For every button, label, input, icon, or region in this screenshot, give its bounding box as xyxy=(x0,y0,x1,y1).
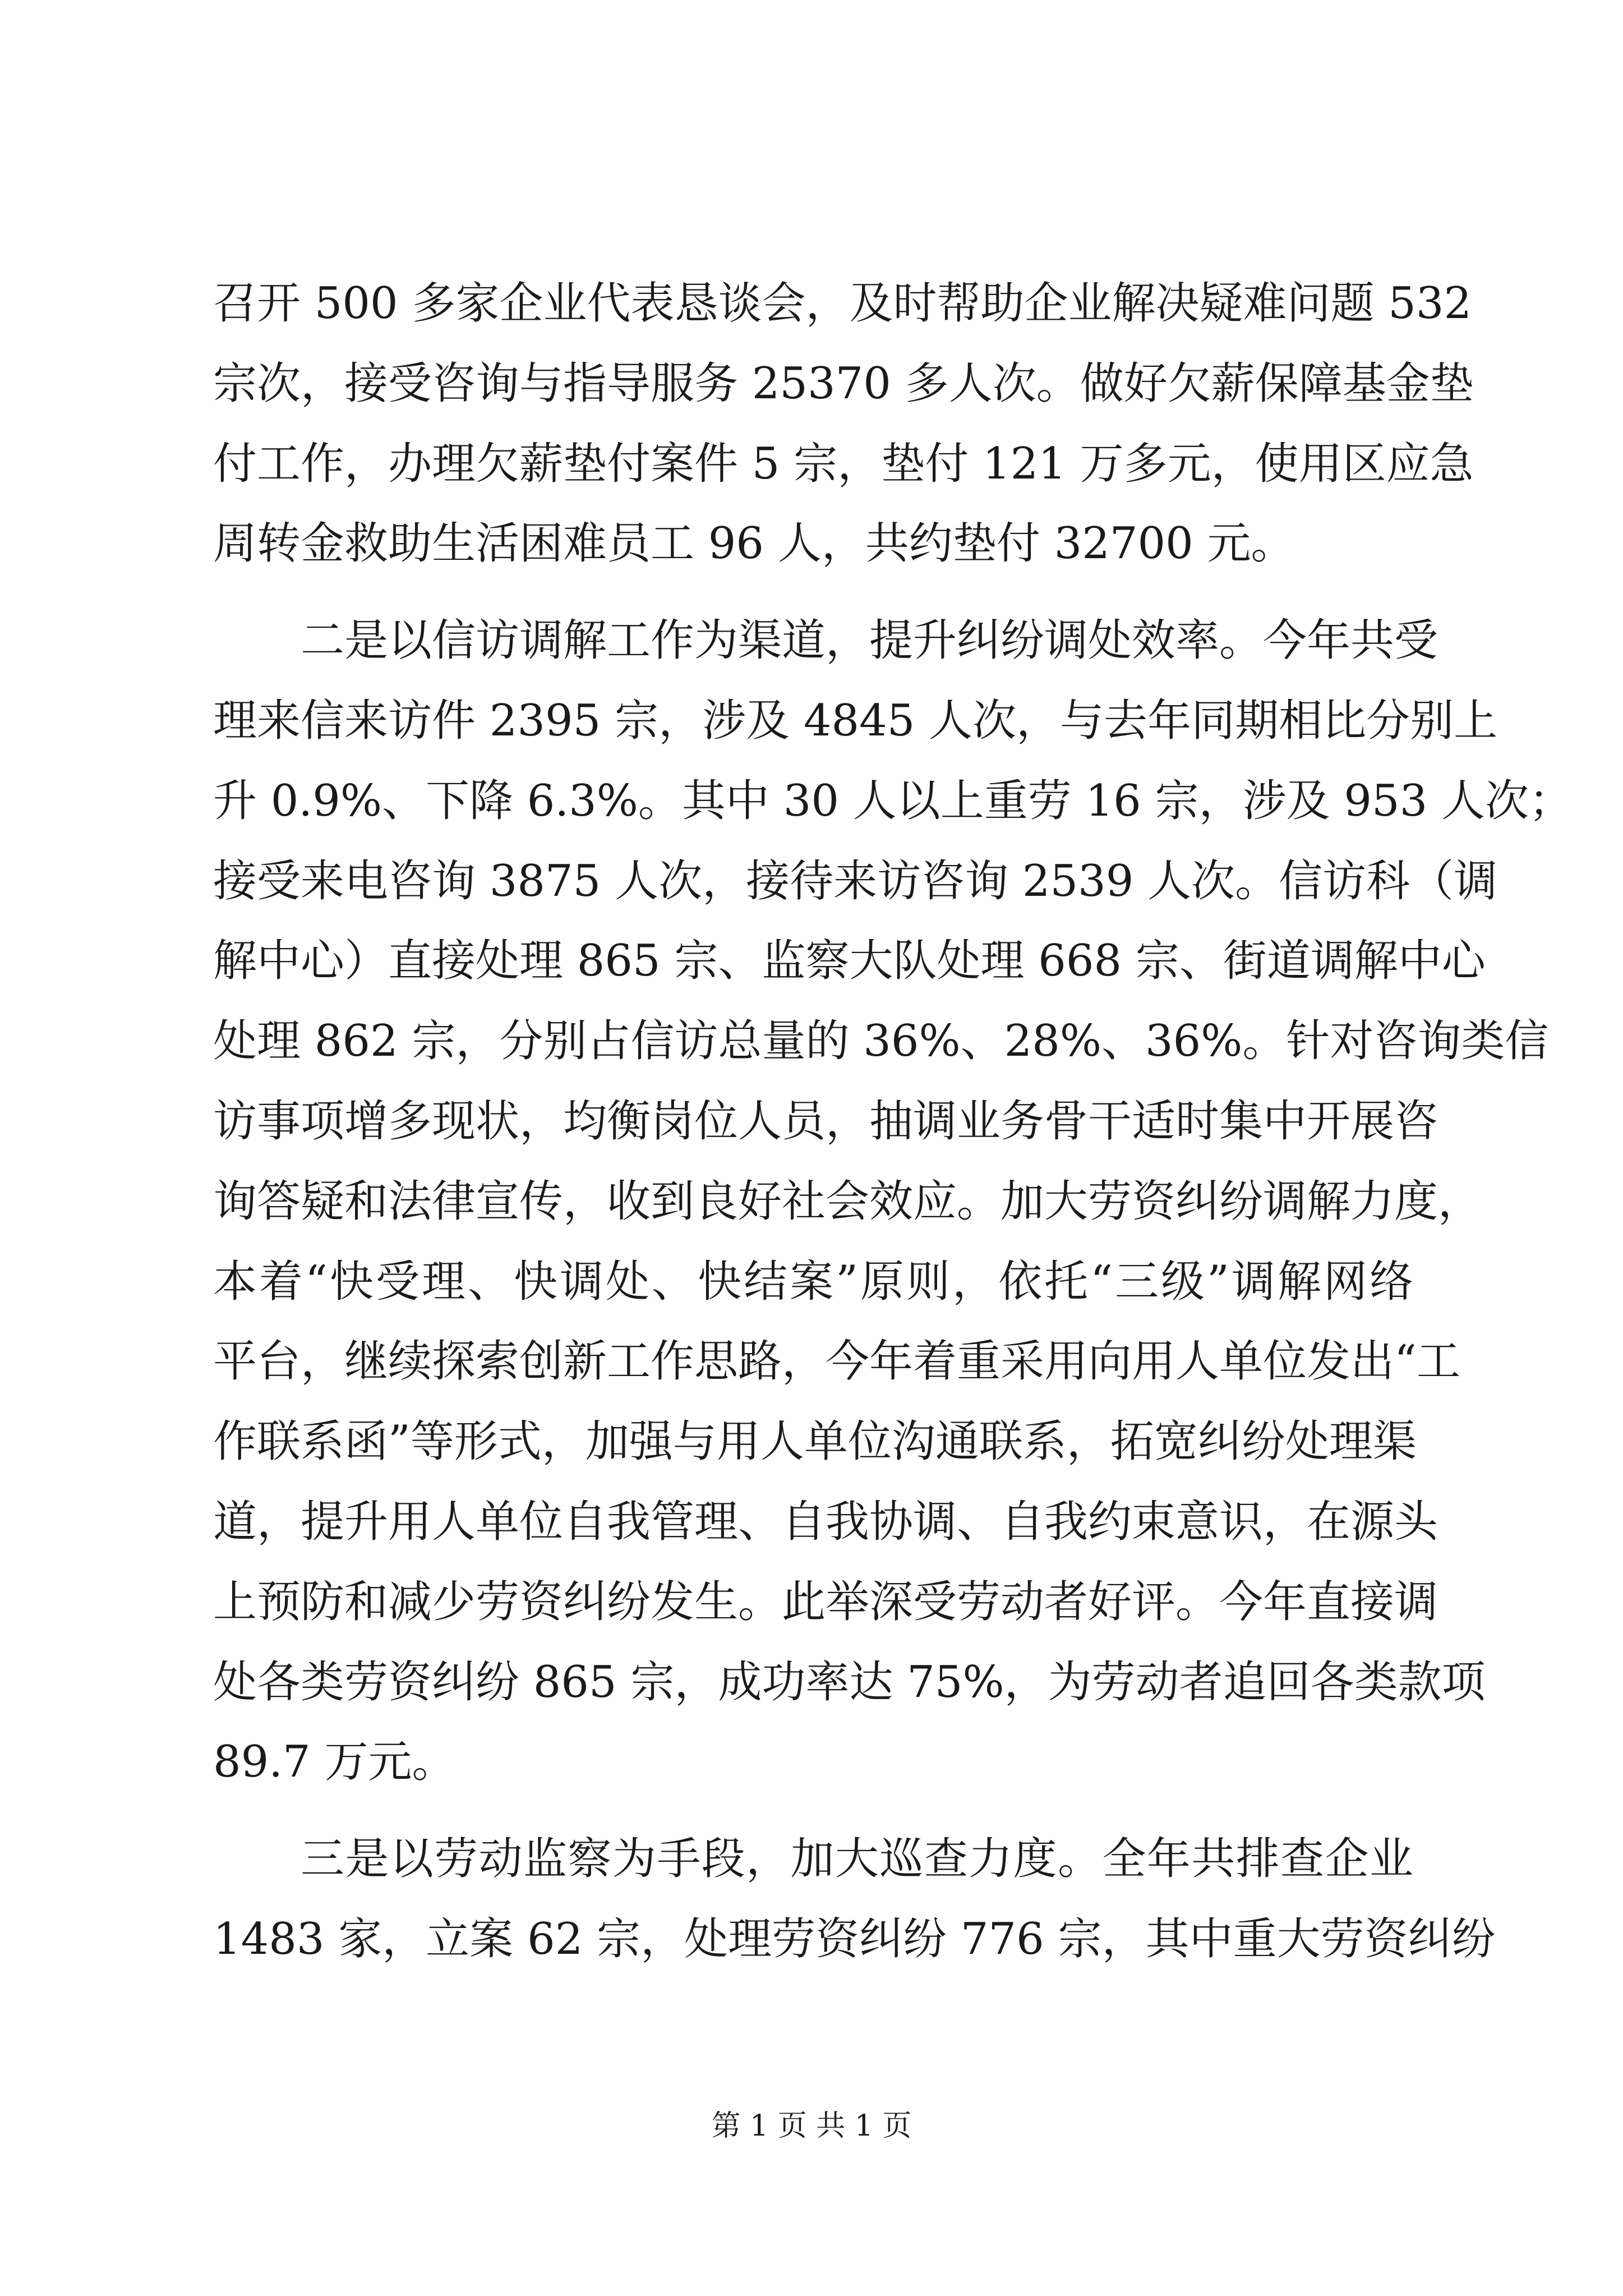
text-line: 周转金救助生活困难员工 96 人，共约垫付 32700 元。 xyxy=(213,518,1295,569)
text-line: 89.7 万元。 xyxy=(213,1737,456,1788)
page-footer xyxy=(0,2109,1623,2143)
text-line: 理来信来访件 2395 宗，涉及 4845 人次，与去年同期相比分别上 xyxy=(213,695,1498,746)
text-line: 接受来电咨询 3875 人次，接待来访咨询 2539 人次。信访科（调 xyxy=(213,855,1498,907)
text-line: 解中心）直接处理 865 宗、监察大队处理 668 宗、街道调解中心 xyxy=(213,936,1486,987)
text-line: 上预防和减少劳资纠纷发生。此举深受劳动者好评。今年直接调 xyxy=(213,1576,1438,1627)
text-line: 询答疑和法律宣传，收到良好社会效应。加大劳资纠纷调解力度， xyxy=(213,1176,1482,1227)
paragraph-3 xyxy=(213,1819,1496,1980)
text-line: 1483 家，立案 62 宗，处理劳资纠纷 776 宗，其中重大劳资纠纷 xyxy=(213,1913,1496,1964)
text-line: 三是以劳动监察为手段，加大巡查力度。全年共排查企业 xyxy=(301,1834,1413,1885)
paragraph-2 xyxy=(213,601,1573,1802)
text-line: 宗次，接受咨询与指导服务 25370 多人次。做好欠薪保障基金垫 xyxy=(213,358,1474,409)
text-line: 召开 500 多家企业代表恳谈会，及时帮助企业解决疑难问题 532 xyxy=(213,278,1472,329)
text-line: 本着“快受理、快调处、快结案”原则，依托“三级”调解网络 xyxy=(213,1256,1413,1307)
text-line: 升 0.9%、下降 6.3%。其中 30 人以上重劳 16 宗，涉及 953 人次； xyxy=(213,775,1573,826)
text-line: 平台，继续探索创新工作思路，今年着重采用向用人单位发出“工 xyxy=(213,1336,1460,1387)
body-text xyxy=(213,264,1573,1980)
text-line: 二是以信访调解工作为渠道，提升纠纷调处效率。今年共受 xyxy=(301,615,1438,666)
text-line: 付工作，办理欠薪垫付案件 5 宗，垫付 121 万多元，使用区应急 xyxy=(213,438,1474,489)
text-line: 访事项增多现状，均衡岗位人员，抽调业务骨干适时集中开展咨 xyxy=(213,1096,1438,1147)
page-number-label: 第 1 页 共 1 页 xyxy=(711,2109,912,2143)
text-line: 处理 862 宗，分别占信访总量的 36%、28%、36%。针对咨询类信 xyxy=(213,1016,1549,1067)
paragraph-1 xyxy=(213,264,1474,584)
text-line: 处各类劳资纠纷 865 宗，成功率达 75%，为劳动者追回各类款项 xyxy=(213,1657,1486,1708)
text-line: 道，提升用人单位自我管理、自我协调、自我约束意识，在源头 xyxy=(213,1496,1438,1547)
text-line: 作联系函”等形式，加强与用人单位沟通联系，拓宽纠纷处理渠 xyxy=(213,1416,1417,1467)
